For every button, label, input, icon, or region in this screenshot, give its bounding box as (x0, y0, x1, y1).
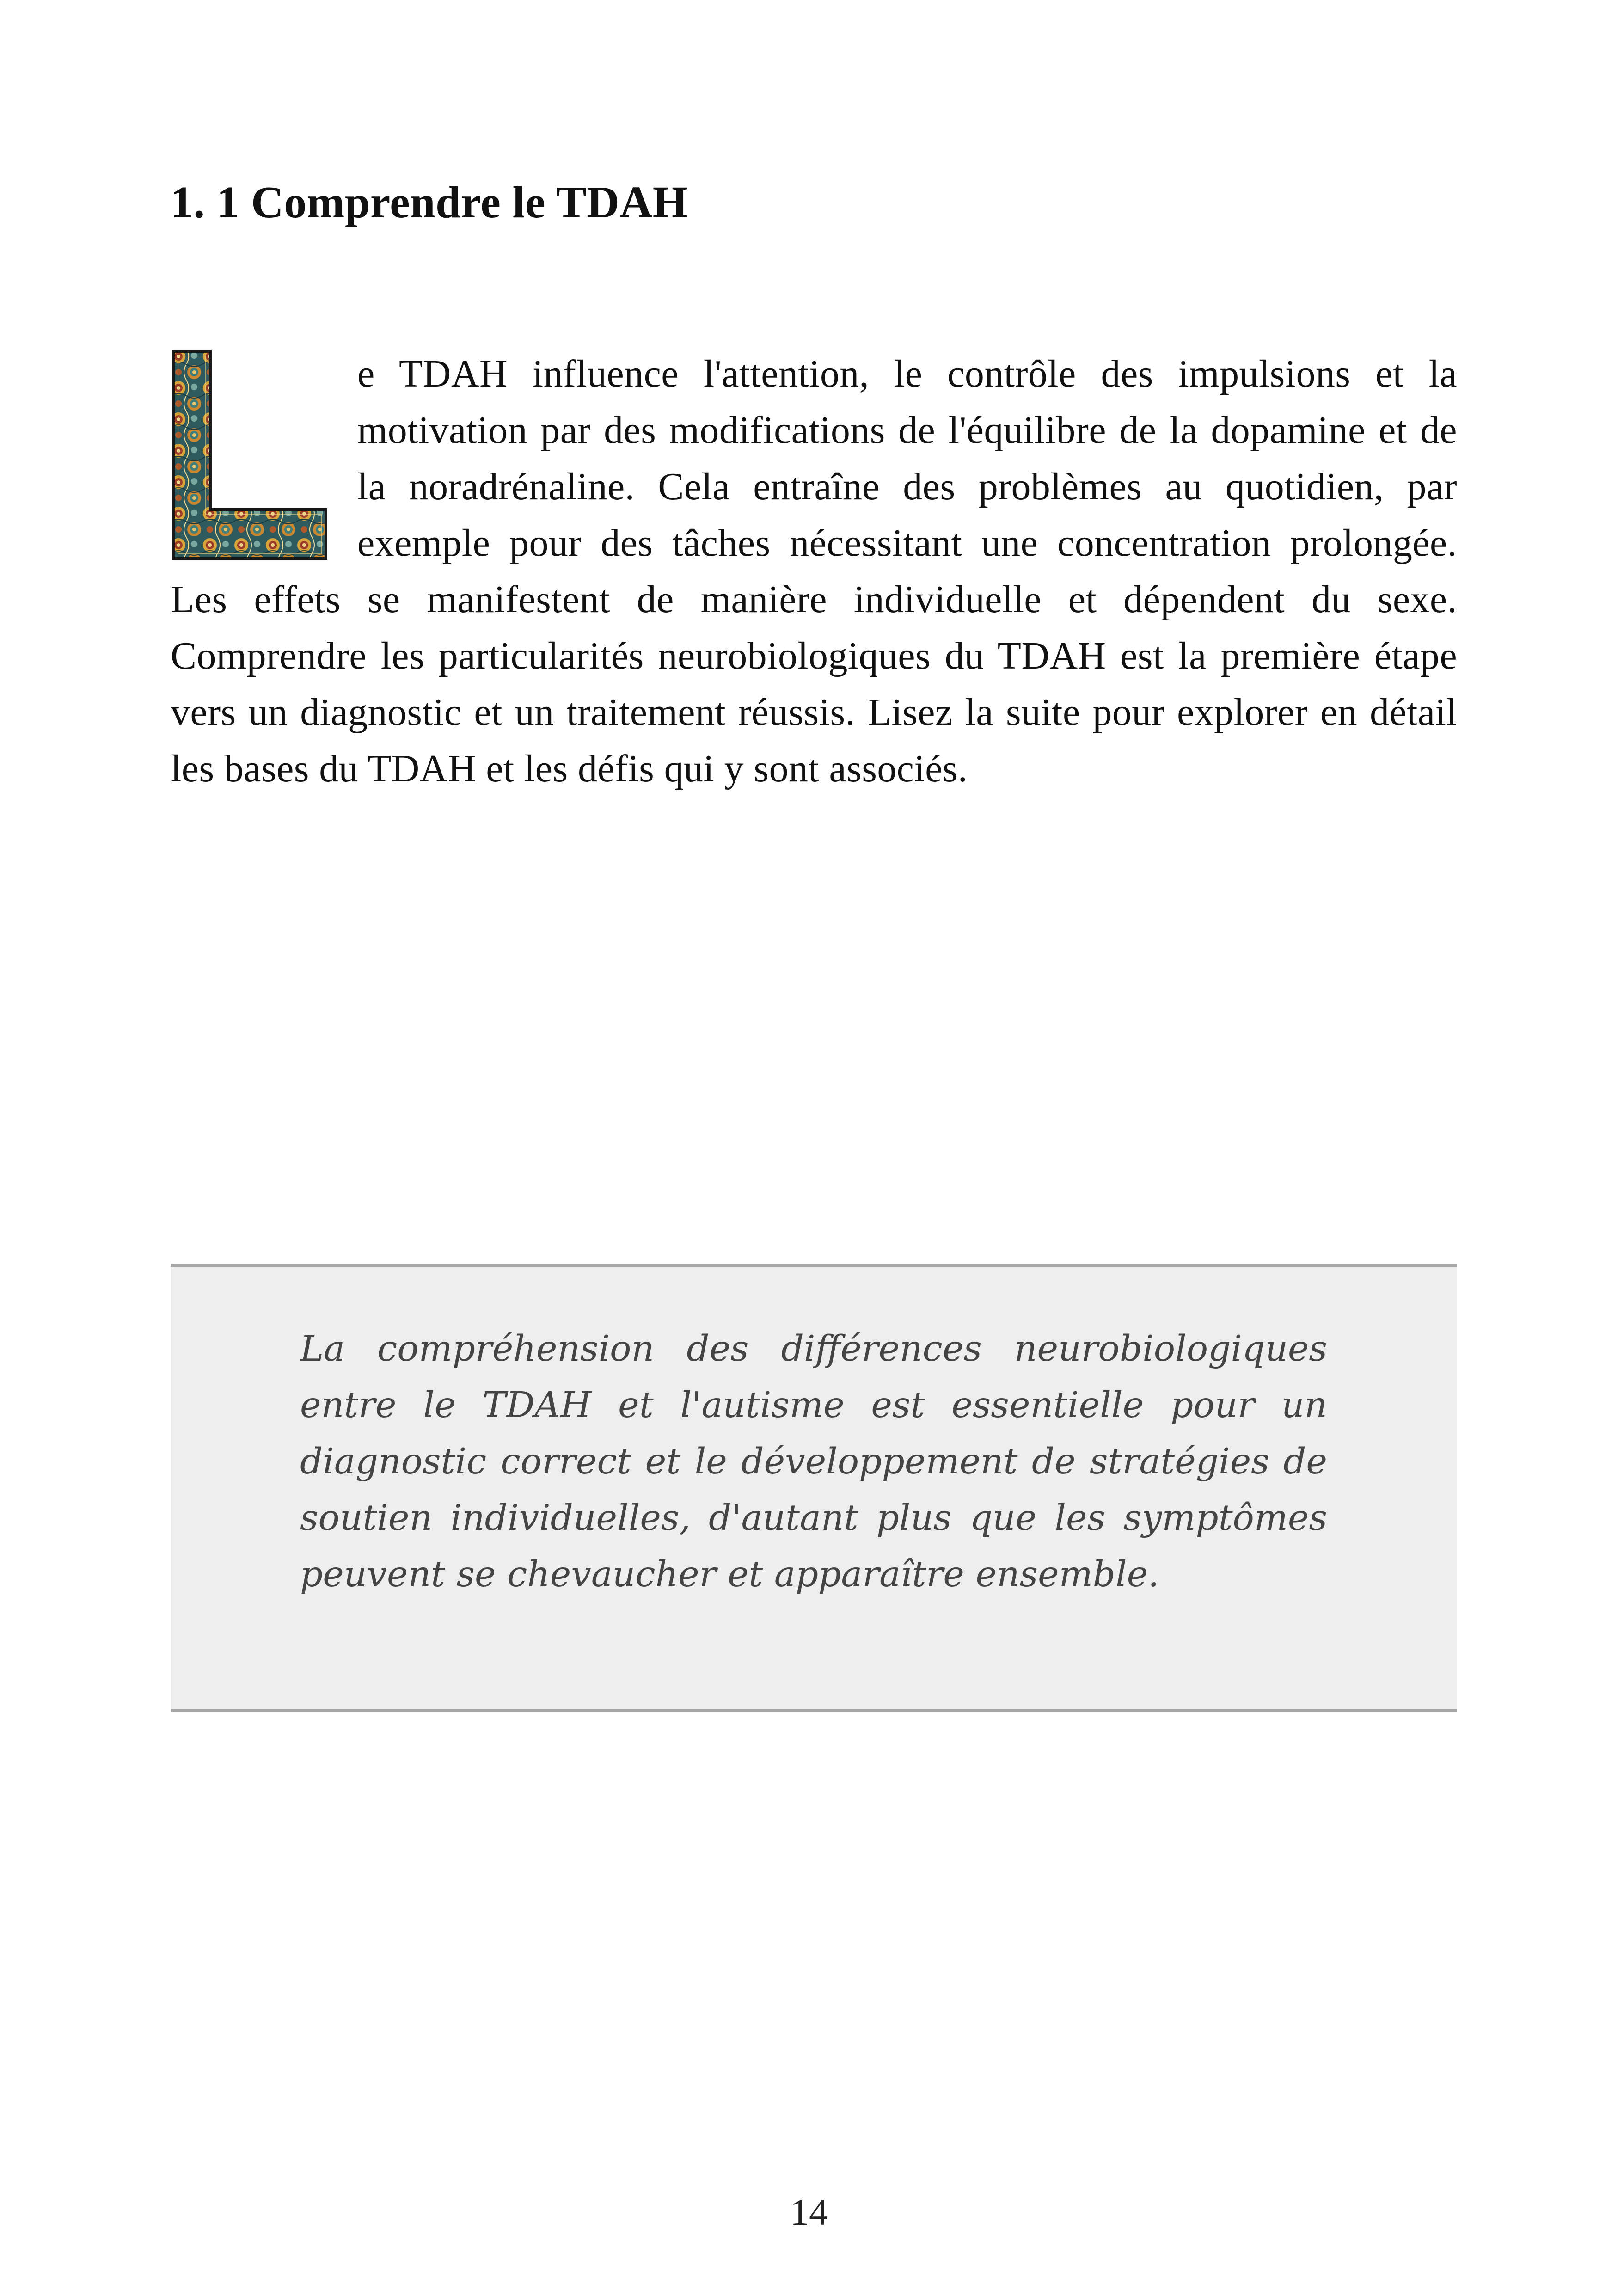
page-number: 14 (790, 2191, 828, 2233)
intro-paragraph-block (171, 346, 1457, 797)
ornate-letter-l-icon (171, 349, 329, 561)
callout-box (171, 1264, 1457, 1712)
section-heading: 1. 1 Comprendre le TDAH (171, 178, 688, 227)
intro-paragraph: e TDAH influence l'attention, le contrôle des impulsions et la motivation par des modifications de l'équilibre de la dopamine et de la noradrénaline. Cela entraîne des problèmes au quotidien, par exemple pour des tâches nécessitant une concentration prolongée. Les effets se manifestent de manière individuelle et dépendent du sexe. Comprendre les particularités neurobiologiques du TDAH est la première étape vers un diagnostic et un traitement réussis. Lisez la suite pour explorer en détail les bases du TDAH et les défis qui y sont associés. (171, 352, 1457, 790)
callout-quote: La compréhension des différences neurobiologiques entre le TDAH et l'autisme est essentielle pour un diagnostic correct et le développement de stratégies de soutien individuelles, d'autant plus que les symptômes peuvent se chevaucher et apparaître ensemble. (300, 1328, 1327, 1595)
